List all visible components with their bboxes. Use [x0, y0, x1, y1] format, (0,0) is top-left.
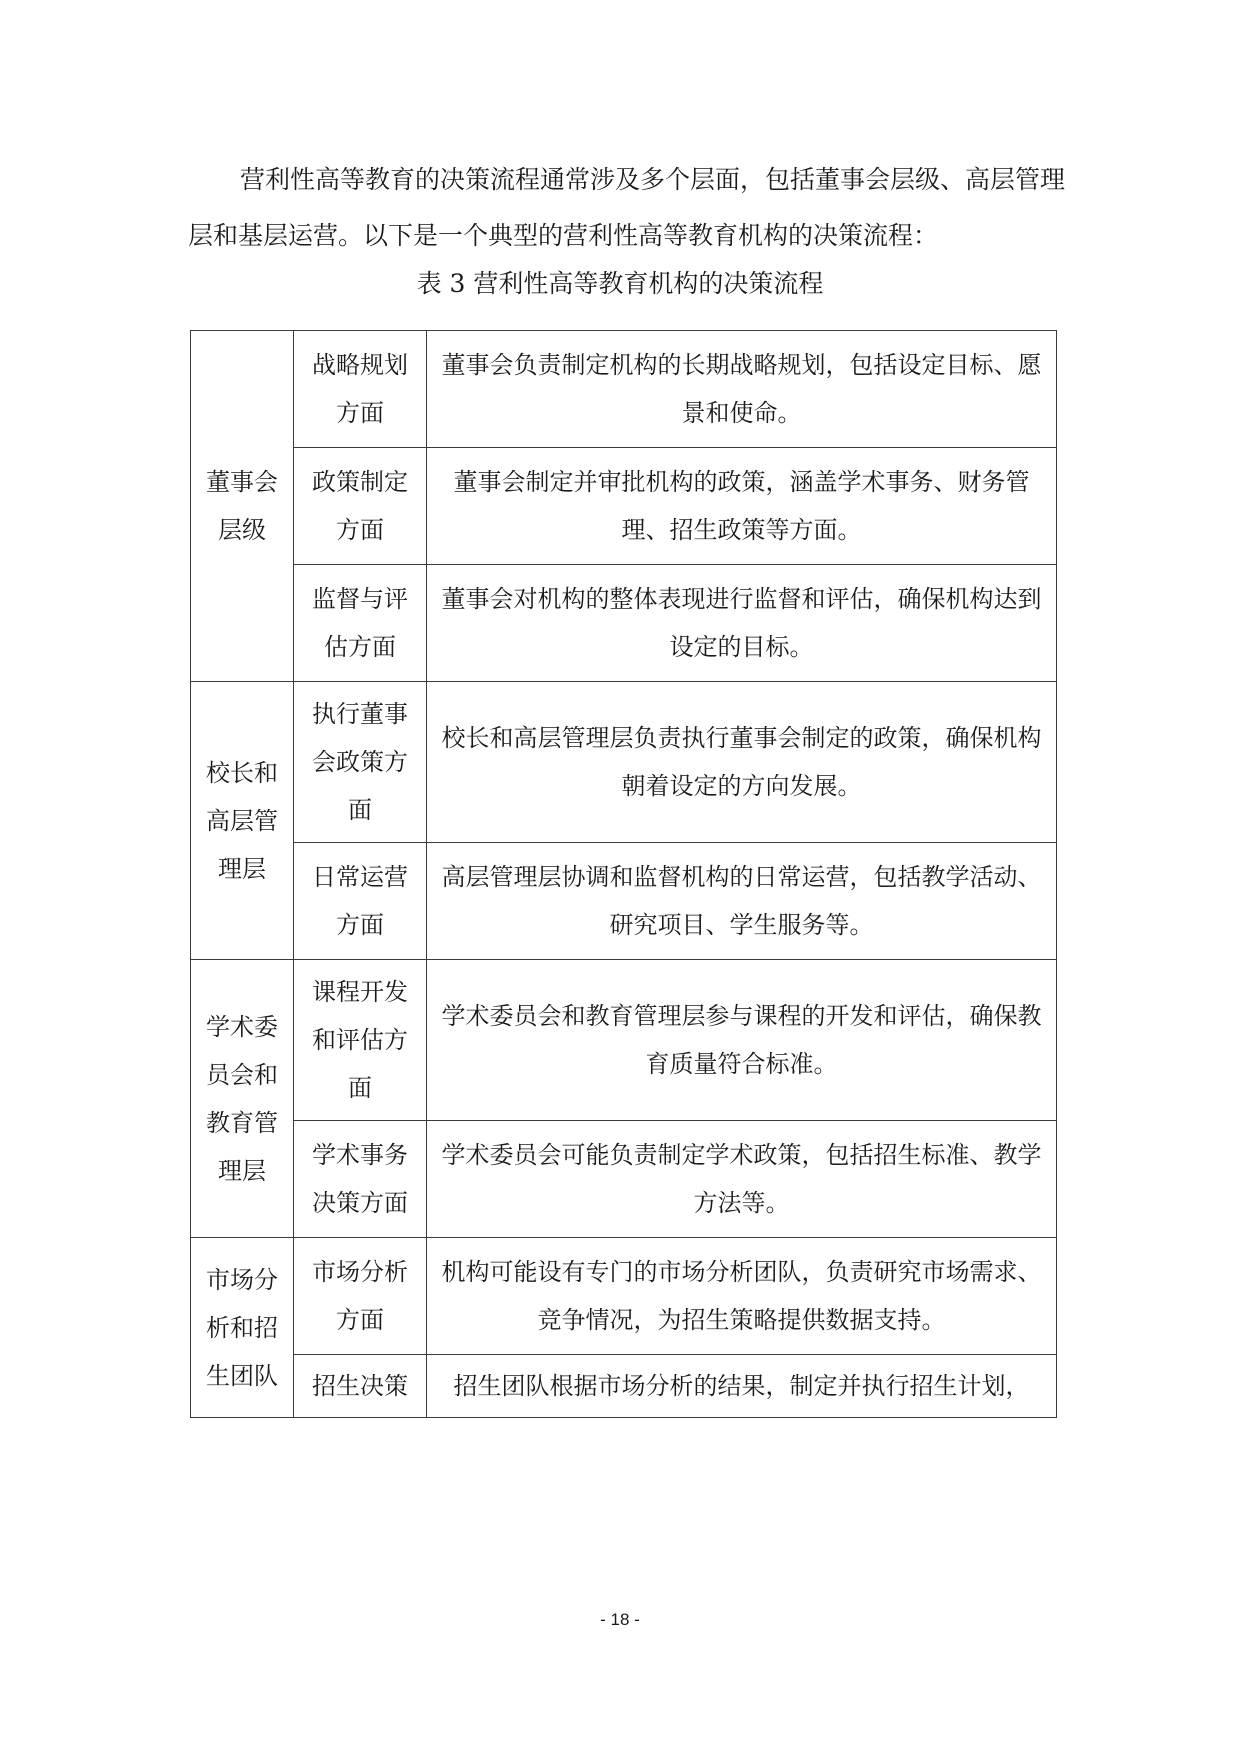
aspect-cell: 日常运营方面: [294, 843, 427, 960]
aspect-cell: 执行董事会政策方面: [294, 682, 427, 843]
page-number: - 18 -: [600, 1610, 640, 1629]
level-cell: 市场分析和招生团队: [191, 1238, 294, 1418]
table-row: [191, 960, 1057, 1121]
table-caption: 表 3 营利性高等教育机构的决策流程: [416, 269, 824, 298]
table-row: [191, 1355, 1057, 1418]
level-cell: 学术委员会和教育管理层: [191, 960, 294, 1238]
level-cell: 董事会层级: [191, 331, 294, 682]
aspect-cell: 学术事务决策方面: [294, 1121, 427, 1238]
table-row: [191, 565, 1057, 682]
intro-paragraph: 营利性高等教育的决策流程通常涉及多个层面，包括董事会层级、高层管理层和基层运营。以下是一个典型的营利性高等教育机构的决策流程：: [188, 165, 1066, 250]
level-cell: 校长和高层管理层: [191, 682, 294, 960]
aspect-cell: 政策制定方面: [294, 448, 427, 565]
description-cell: 学术委员会和教育管理层参与课程的开发和评估，确保教育质量符合标准。: [427, 960, 1057, 1121]
aspect-cell: 市场分析方面: [294, 1238, 427, 1355]
description-cell: 董事会负责制定机构的长期战略规划，包括设定目标、愿景和使命。: [427, 331, 1057, 448]
table-row: [191, 682, 1057, 843]
description-cell: 董事会对机构的整体表现进行监督和评估，确保机构达到设定的目标。: [427, 565, 1057, 682]
description-cell: 高层管理层协调和监督机构的日常运营，包括教学活动、研究项目、学生服务等。: [427, 843, 1057, 960]
decision-flow-table: [190, 330, 1057, 1418]
table-row: [191, 331, 1057, 448]
table-row: [191, 1121, 1057, 1238]
aspect-cell: 课程开发和评估方面: [294, 960, 427, 1121]
table-row: [191, 843, 1057, 960]
description-cell: 招生团队根据市场分析的结果，制定并执行招生计划，: [427, 1355, 1057, 1418]
table-row: [191, 448, 1057, 565]
aspect-cell: 招生决策: [294, 1355, 427, 1418]
description-cell: 校长和高层管理层负责执行董事会制定的政策，确保机构朝着设定的方向发展。: [427, 682, 1057, 843]
description-cell: 董事会制定并审批机构的政策，涵盖学术事务、财务管理、招生政策等方面。: [427, 448, 1057, 565]
description-cell: 学术委员会可能负责制定学术政策，包括招生标准、教学方法等。: [427, 1121, 1057, 1238]
description-cell: 机构可能设有专门的市场分析团队，负责研究市场需求、竞争情况，为招生策略提供数据支持。: [427, 1238, 1057, 1355]
aspect-cell: 战略规划方面: [294, 331, 427, 448]
table-row: [191, 1238, 1057, 1355]
aspect-cell: 监督与评估方面: [294, 565, 427, 682]
